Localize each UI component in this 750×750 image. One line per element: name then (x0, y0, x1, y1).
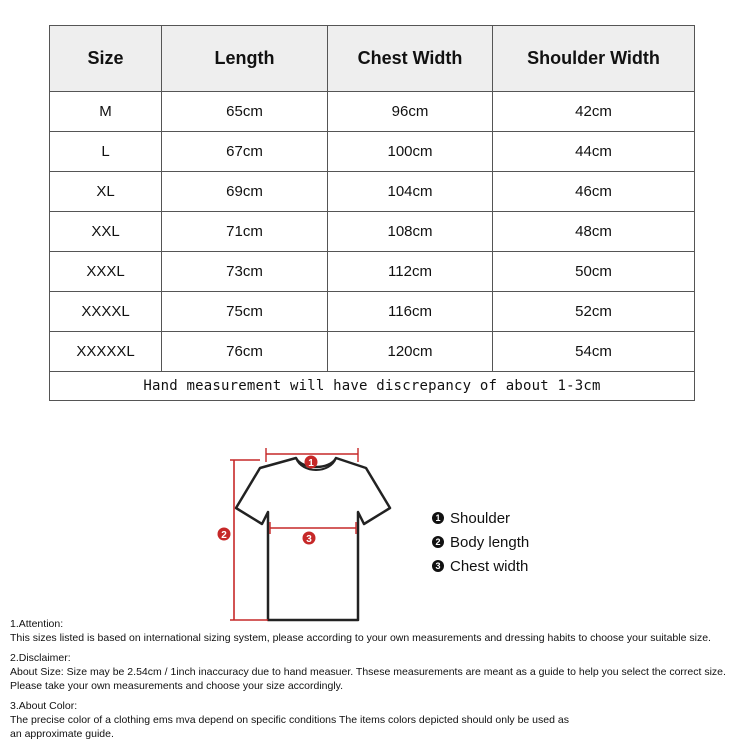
number-1-icon: 1 (432, 512, 444, 524)
table-row (50, 212, 695, 252)
legend-label: Chest width (450, 557, 529, 575)
marker-3: 3 (306, 534, 312, 545)
cell-length: 73cm (162, 252, 328, 292)
cell-chest: 104cm (328, 172, 493, 212)
disclaimer-title: 2.Disclaimer: (10, 652, 71, 664)
table-row (50, 292, 695, 332)
cell-size: XXL (50, 212, 162, 252)
cell-length: 76cm (162, 332, 328, 372)
cell-size: XXXXXL (50, 332, 162, 372)
measurement-legend (432, 506, 529, 578)
cell-shoulder: 52cm (493, 292, 695, 332)
cell-size: XL (50, 172, 162, 212)
cell-length: 67cm (162, 132, 328, 172)
cell-length: 65cm (162, 92, 328, 132)
cell-chest: 108cm (328, 212, 493, 252)
table-row (50, 132, 695, 172)
cell-chest: 112cm (328, 252, 493, 292)
number-3-icon: 3 (432, 560, 444, 572)
cell-shoulder: 54cm (493, 332, 695, 372)
color-text: an approximate guide. (10, 728, 114, 740)
number-2-icon: 2 (432, 536, 444, 548)
table-row (50, 172, 695, 212)
attention-note (10, 617, 745, 645)
legend-label: Shoulder (450, 509, 511, 527)
cell-size: M (50, 92, 162, 132)
cell-size: XXXL (50, 252, 162, 292)
cell-chest: 116cm (328, 292, 493, 332)
color-note (10, 699, 745, 741)
legend-label: Body length (450, 533, 530, 551)
cell-chest: 96cm (328, 92, 493, 132)
header-size: Size (50, 26, 162, 92)
header-length: Length (162, 26, 328, 92)
cell-shoulder: 44cm (493, 132, 695, 172)
tshirt-measurement-diagram (210, 440, 420, 630)
cell-length: 75cm (162, 292, 328, 332)
attention-title: 1.Attention: (10, 618, 64, 630)
cell-shoulder: 50cm (493, 252, 695, 292)
cell-shoulder: 46cm (493, 172, 695, 212)
disclaimer-text: Please take your own measurements and choose your size accordingly. (10, 680, 344, 692)
table-row (50, 92, 695, 132)
header-shoulder-width: Shoulder Width (493, 26, 695, 92)
size-chart-table (49, 25, 695, 401)
table-row (50, 332, 695, 372)
marker-2: 2 (221, 530, 227, 541)
disclaimer-note (10, 651, 745, 693)
color-title: 3.About Color: (10, 700, 78, 712)
table-header-row (50, 26, 695, 92)
legend-item-shoulder (432, 506, 529, 530)
legend-item-chest-width (432, 554, 529, 578)
cell-size: L (50, 132, 162, 172)
marker-1: 1 (308, 458, 314, 469)
notes-section (10, 617, 745, 747)
disclaimer-text: About Size: Size may be 2.54cm / 1inch inaccuracy due to hand measuer. Thsese measurements are meant as a guide to help you select the correct size. (10, 666, 726, 678)
cell-shoulder: 42cm (493, 92, 695, 132)
cell-chest: 100cm (328, 132, 493, 172)
cell-length: 71cm (162, 212, 328, 252)
attention-text: This sizes listed is based on international sizing system, please according to your own measurements and dressing habits to choose your suitable size. (10, 632, 711, 644)
legend-item-body-length (432, 530, 529, 554)
cell-chest: 120cm (328, 332, 493, 372)
table-note-row (50, 372, 695, 401)
table-row (50, 252, 695, 292)
color-text: The precise color of a clothing ems mva depend on specific conditions The items colors depicted should only be used as (10, 714, 569, 726)
cell-shoulder: 48cm (493, 212, 695, 252)
header-chest-width: Chest Width (328, 26, 493, 92)
measurement-note: Hand measurement will have discrepancy of about 1-3cm (50, 372, 695, 401)
cell-length: 69cm (162, 172, 328, 212)
cell-size: XXXXL (50, 292, 162, 332)
